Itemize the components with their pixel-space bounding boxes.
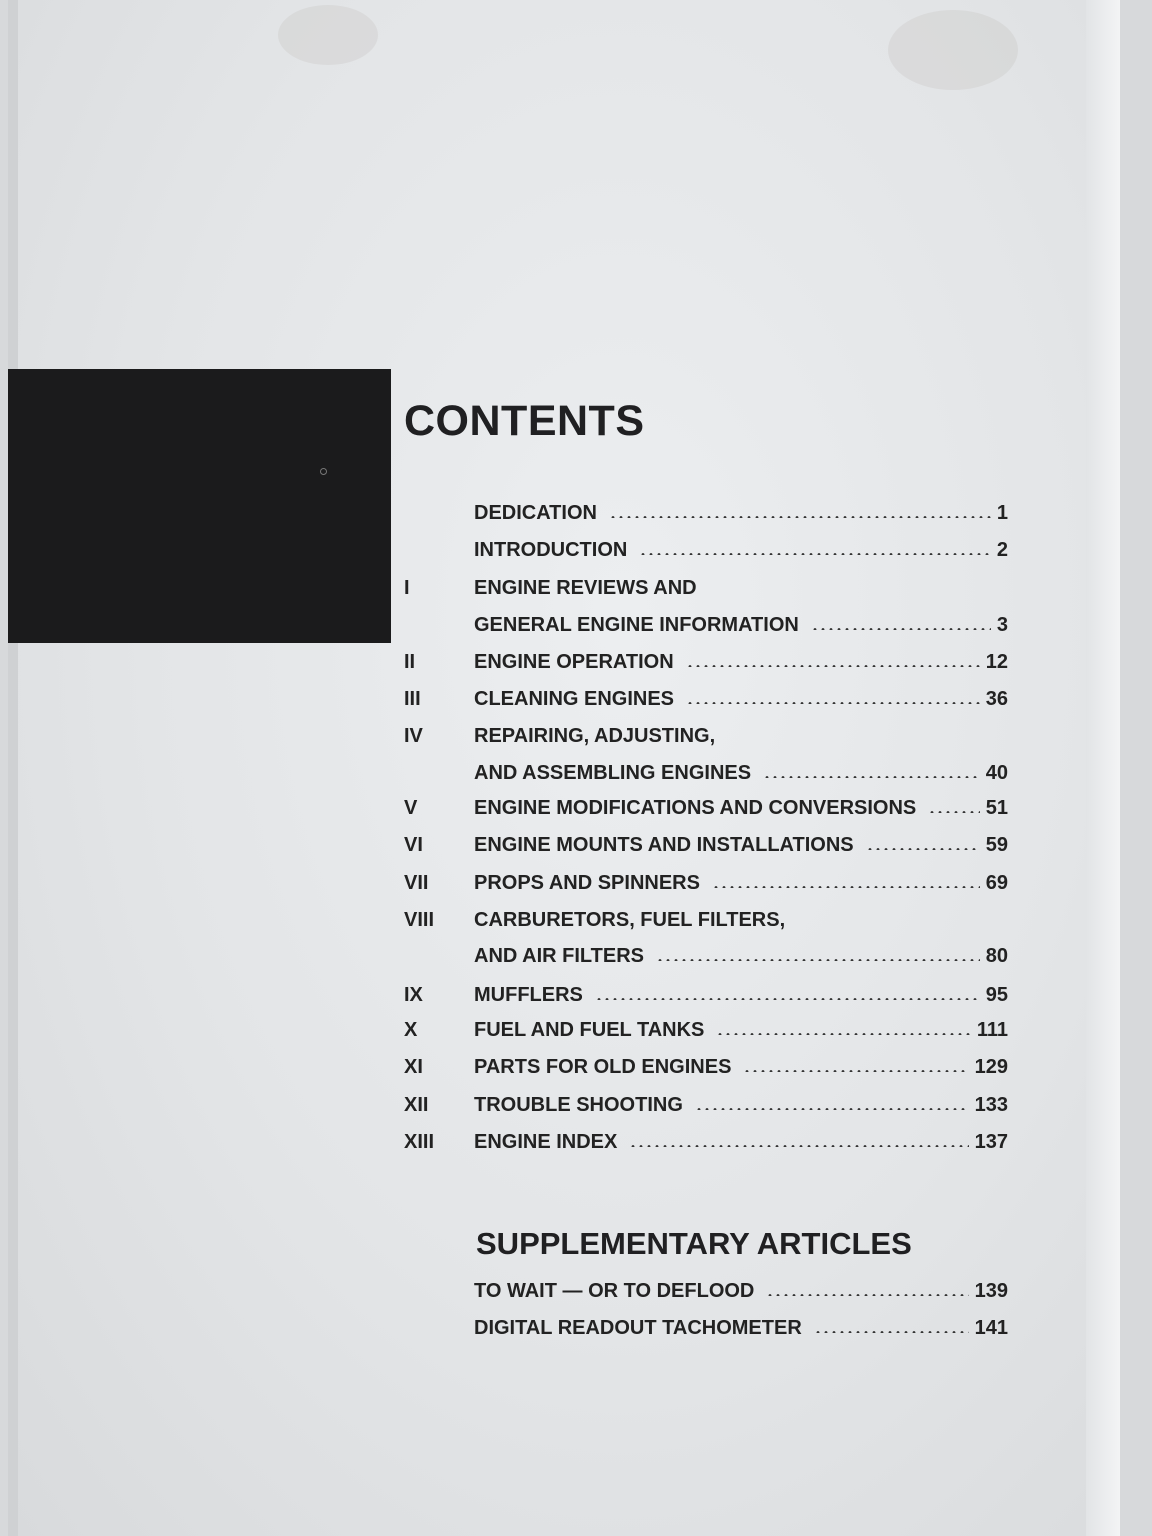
water-stain — [278, 5, 378, 65]
dot-leader — [686, 665, 980, 667]
toc-title: REPAIRING, ADJUSTING, — [474, 725, 716, 747]
toc-entry — [404, 1015, 1008, 1045]
toc-page-number: 137 — [974, 1131, 1008, 1153]
toc-title: DEDICATION — [474, 502, 597, 524]
toc-title: AND ASSEMBLING ENGINES — [474, 762, 752, 784]
toc-page-number: 129 — [974, 1056, 1008, 1078]
black-margin-block — [8, 369, 391, 643]
toc-page-number: 12 — [985, 651, 1008, 673]
supplementary-page-number: 141 — [974, 1317, 1008, 1339]
toc-title: MUFFLERS — [474, 984, 583, 1006]
toc-page-number: 3 — [996, 614, 1008, 636]
toc-page-number: 69 — [985, 872, 1008, 894]
toc-entry — [404, 535, 1008, 565]
chapter-number: XII — [404, 1094, 429, 1116]
toc-entry — [404, 721, 1008, 751]
chapter-number: X — [404, 1019, 418, 1041]
toc-entry — [404, 1052, 1008, 1082]
toc-page-number: 133 — [974, 1094, 1008, 1116]
toc-page-number: 95 — [985, 984, 1008, 1006]
toc-entry — [404, 793, 1008, 823]
supplementary-entry — [404, 1276, 1008, 1306]
toc-entry — [404, 684, 1008, 714]
supplementary-entry — [404, 1313, 1008, 1343]
toc-entry — [404, 1127, 1008, 1157]
chapter-number: III — [404, 688, 421, 710]
toc-entry — [404, 1090, 1008, 1120]
toc-title: GENERAL ENGINE INFORMATION — [474, 614, 799, 636]
chapter-number: VI — [404, 834, 423, 856]
toc-page-number: 111 — [976, 1019, 1008, 1041]
toc-page-number: 40 — [985, 762, 1008, 784]
dot-leader — [743, 1070, 968, 1072]
toc-entry — [404, 905, 1008, 935]
page-left-edge — [8, 0, 18, 1536]
chapter-number: VII — [404, 872, 429, 894]
dot-leader — [866, 848, 980, 850]
chapter-number: IX — [404, 984, 423, 1006]
dot-leader — [811, 628, 991, 630]
dot-leader — [716, 1033, 970, 1035]
dot-leader — [712, 886, 980, 888]
toc-entry — [404, 868, 1008, 898]
toc-entry — [404, 980, 1008, 1010]
dot-leader — [609, 516, 991, 518]
toc-entry — [404, 830, 1008, 860]
supplementary-title: TO WAIT — OR TO DEFLOOD — [474, 1280, 755, 1302]
dot-leader — [928, 811, 980, 813]
supplementary-page-number: 139 — [974, 1280, 1008, 1302]
toc-entry — [404, 573, 1008, 603]
chapter-number: XIII — [404, 1131, 435, 1153]
toc-title: ENGINE OPERATION — [474, 651, 674, 673]
toc-page-number: 59 — [985, 834, 1008, 856]
chapter-number: I — [404, 577, 410, 599]
toc-entry — [404, 941, 1008, 971]
chapter-number: V — [404, 797, 418, 819]
chapter-number: XI — [404, 1056, 423, 1078]
dot-leader — [766, 1294, 968, 1296]
dot-leader — [814, 1331, 969, 1333]
toc-page-number: 80 — [985, 945, 1008, 967]
dot-leader — [595, 998, 980, 1000]
contents-heading: CONTENTS — [404, 397, 645, 445]
toc-title: ENGINE INDEX — [474, 1131, 618, 1153]
chapter-number: VIII — [404, 909, 435, 931]
dot-leader — [656, 959, 980, 961]
toc-entry — [404, 758, 1008, 788]
chapter-number: II — [404, 651, 416, 673]
toc-title: TROUBLE SHOOTING — [474, 1094, 683, 1116]
toc-entry — [404, 498, 1008, 528]
toc-page-number: 36 — [985, 688, 1008, 710]
dot-leader — [763, 776, 980, 778]
toc-title: ENGINE REVIEWS AND — [474, 577, 697, 599]
dot-leader — [686, 702, 980, 704]
supplementary-heading: SUPPLEMENTARY ARTICLES — [476, 1226, 912, 1261]
toc-title: PARTS FOR OLD ENGINES — [474, 1056, 732, 1078]
dot-leader — [639, 553, 991, 555]
toc-title: CARBURETORS, FUEL FILTERS, — [474, 909, 786, 931]
page-right-edge — [1086, 0, 1120, 1536]
supplementary-title: DIGITAL READOUT TACHOMETER — [474, 1317, 802, 1339]
punch-dot — [320, 468, 327, 475]
toc-page-number: 1 — [996, 502, 1008, 524]
water-stain — [888, 10, 1018, 90]
toc-title: FUEL AND FUEL TANKS — [474, 1019, 705, 1041]
toc-page-number: 51 — [985, 797, 1008, 819]
dot-leader — [695, 1108, 969, 1110]
toc-title: CLEANING ENGINES — [474, 688, 675, 710]
toc-entry — [404, 610, 1008, 640]
toc-title: ENGINE MOUNTS AND INSTALLATIONS — [474, 834, 854, 856]
toc-title: PROPS AND SPINNERS — [474, 872, 700, 894]
chapter-number: IV — [404, 725, 423, 747]
toc-title: AND AIR FILTERS — [474, 945, 644, 967]
toc-title: INTRODUCTION — [474, 539, 628, 561]
toc-title: ENGINE MODIFICATIONS AND CONVERSIONS — [474, 797, 917, 819]
dot-leader — [629, 1145, 968, 1147]
toc-entry — [404, 647, 1008, 677]
toc-page-number: 2 — [996, 539, 1008, 561]
